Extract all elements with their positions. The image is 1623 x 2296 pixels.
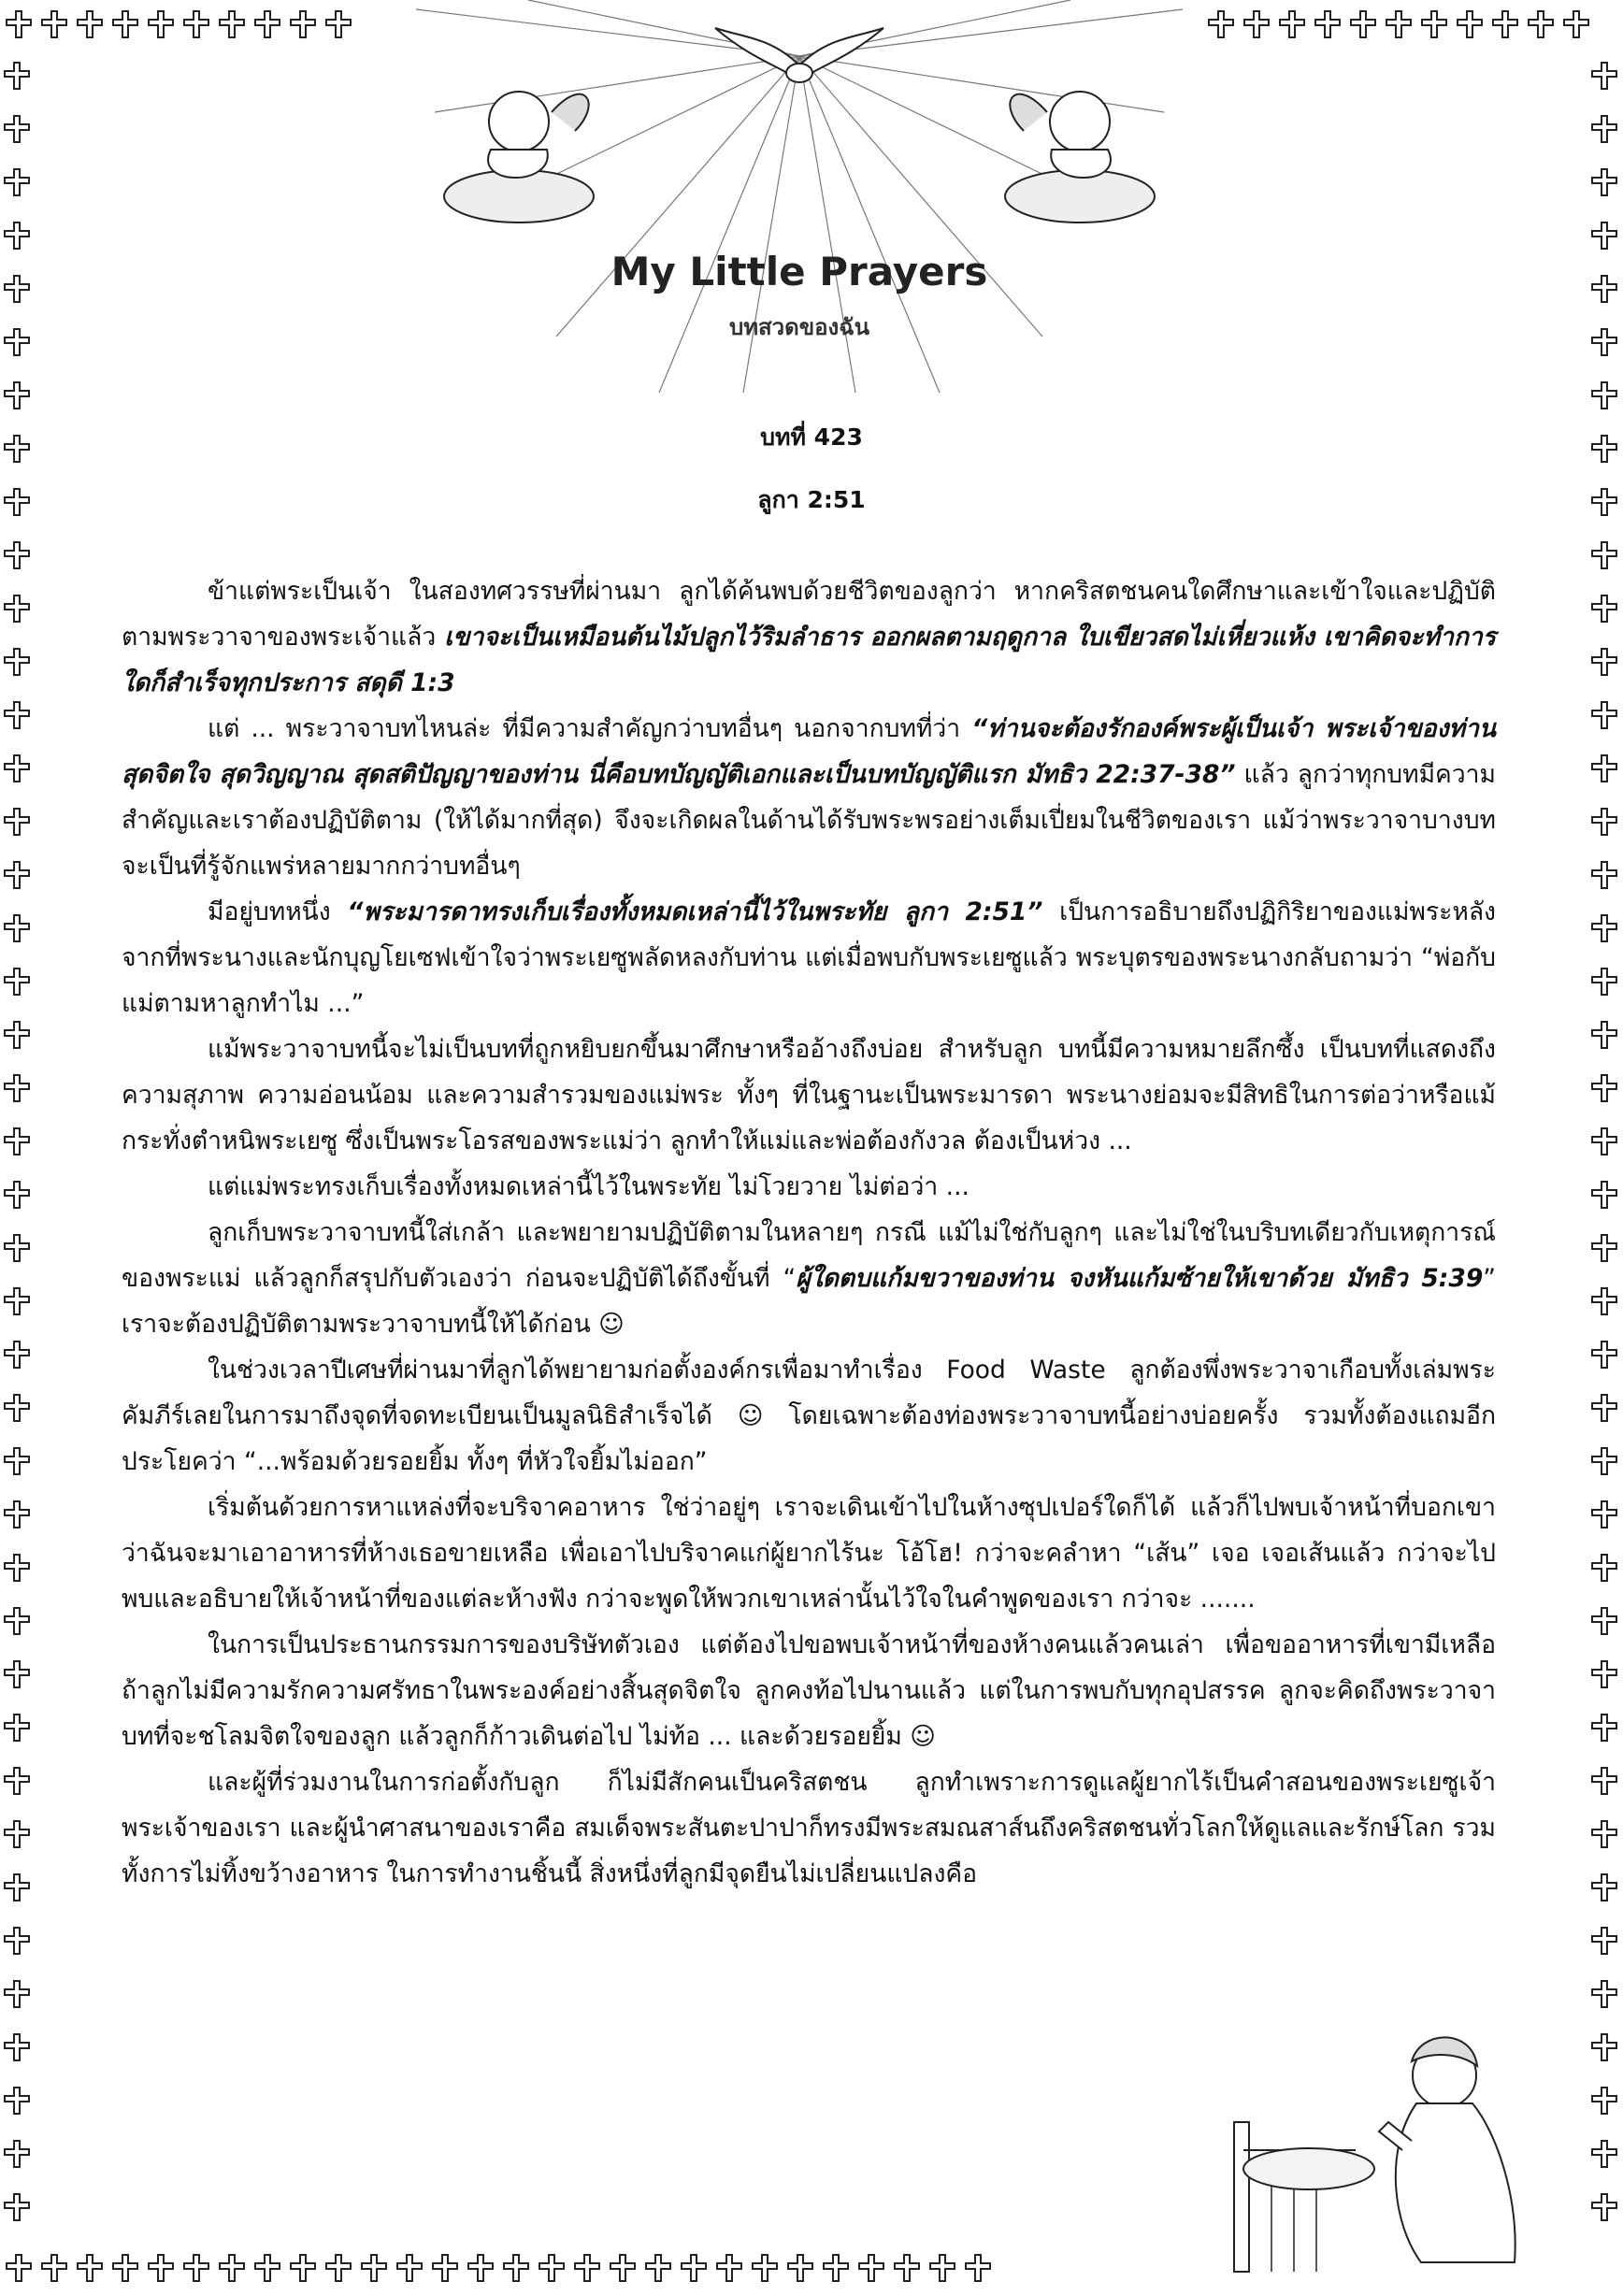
- cross-icon: [181, 9, 211, 39]
- cross-icon: [1589, 221, 1619, 251]
- cross-icon: [2, 167, 32, 197]
- cross-icon: [110, 2253, 140, 2283]
- cross-icon: [2, 860, 32, 890]
- cross-icon: [1589, 61, 1619, 91]
- cross-icon: [2, 1180, 32, 1210]
- cross-icon: [1313, 9, 1343, 39]
- paragraph: ในการเป็นประธานกรรมการของบริษัทตัวเอง แต่ต้องไปขอพบเจ้าหน้าที่ของห้างคนแล้วคนเล่า เพื่อขออาหารที่เขามีเหลือ ถ้าลูกไม่มีความรักความศรัทธาในพระองค์อย่างสิ้นสุดจิตใจ ลูกคงท้อไปนานแล้ว แต่ในการพบกับทุกอุปสรรค ลูกจะคิดถึงพระวาจาบทที่จะชโลมจิตใจของลูก แล้วลูกก็ก้าวเดินต่อไป ไม่ท้อ ... และด้วยรอยยิ้ม ☺: [122, 1630, 1496, 1751]
- cross-icon: [2, 2086, 32, 2116]
- paragraph: แต่ ... พระวาจาบทไหนล่ะ ที่มีความสำคัญกว่าบทอื่นๆ นอกจากบทที่ว่า “ท่านจะต้องรักองค์พระผู้เป็นเจ้า พระเจ้าของท่านสุดจิตใจ สุดวิญญาณ สุดสติปัญญาของท่าน นี่คือบทบัญญัติเอกและเป็นบทบัญญัติแรก มัทธิว 22:37-38” แล้ว ลูกว่าทุกบทมีความสำคัญและเราต้องปฏิบัติตาม (ให้ได้มากที่สุด) จึงจะเกิดผลในด้านได้รับพระพรอย่างเต็มเปี่ยมในชีวิตของเรา แม้ว่าพระวาจาบางบทจะเป็นที่รู้จักแพร่หลายมากกว่าบทอื่นๆ: [122, 714, 1496, 881]
- prayer-body: [122, 568, 1496, 1897]
- cross-icon: [1589, 1606, 1619, 1636]
- cross-icon: [323, 9, 353, 39]
- dove-icon: [715, 28, 883, 82]
- cross-icon: [1384, 9, 1414, 39]
- paragraph: เริ่มต้นด้วยการหาแหล่งที่จะบริจาคอาหาร ใช่ว่าอยู่ๆ เราจะเดินเข้าไปในห้างซุปเปอร์ใดก็ได้ แล้วก็ไปพบเจ้าหน้าที่บอกเขาว่าฉันจะมาเอาอาหารที่ห้างเธอขายเหลือ เพื่อเอาไปบริจาคแก่ผู้ยากไร้นะ โอ้โฮ! กว่าจะคลำหา “เส้น” เจอ เจอเส้นแล้ว กว่าจะไปพบและอธิบายให้เจ้าหน้าที่ของแต่ละห้างฟัง กว่าจะพูดให้พวกเขาเหล่านั้นไว้ใจในคำพูดของเรา กว่าจะ .......: [122, 1493, 1496, 1614]
- cross-icon: [572, 2253, 602, 2283]
- cross-icon: [2, 1979, 32, 2009]
- cross-icon: [714, 2253, 744, 2283]
- cross-icon: [217, 9, 247, 39]
- cross-icon: [466, 2253, 496, 2283]
- cross-icon: [963, 2253, 993, 2283]
- cross-icon: [1589, 2139, 1619, 2169]
- cross-icon: [288, 2253, 318, 2283]
- cross-icon: [2, 327, 32, 357]
- cross-icon: [359, 2253, 389, 2283]
- cross-icon: [501, 2253, 531, 2283]
- cross-icon: [1589, 1553, 1619, 1583]
- cross-icon: [1277, 9, 1307, 39]
- cross-icon: [1589, 1286, 1619, 1316]
- cross-icon: [1589, 1926, 1619, 1956]
- pillow: [1243, 2148, 1374, 2189]
- cross-icon: [1589, 327, 1619, 357]
- cross-icon: [181, 2253, 211, 2283]
- cross-icon: [892, 2253, 922, 2283]
- cross-icon: [2, 2139, 32, 2169]
- cross-icon: [4, 9, 34, 39]
- cross-icon: [1589, 540, 1619, 570]
- cross-icon: [1455, 9, 1485, 39]
- paragraph: ลูกเก็บพระวาจาบทนี้ใส่เกล้า และพยายามปฏิบัติตามในหลายๆ กรณี แม้ไม่ใช่กับลูกๆ และไม่ใช่ในบริบทเดียวกับเหตุการณ์ของพระแม่ แล้วลูกก็สรุปกับตัวเองว่า ก่อนจะปฏิบัติได้ถึงขั้นที่ “ผู้ใดตบแก้มขวาของท่าน จงหันแก้มซ้ายให้เขาด้วย มัทธิว 5:39” เราจะต้องปฏิบัติตามพระวาจาบทนี้ให้ได้ก่อน ☺: [122, 1218, 1496, 1339]
- cross-icon: [2, 1553, 32, 1583]
- cross-icon: [1589, 1180, 1619, 1210]
- cross-icon: [1242, 9, 1271, 39]
- cross-icon: [2, 380, 32, 410]
- cross-icon: [1589, 2086, 1619, 2116]
- cross-icon: [537, 2253, 567, 2283]
- cross-icon: [2, 1393, 32, 1423]
- cross-icon: [2, 1713, 32, 1743]
- cross-icon: [1589, 1873, 1619, 1902]
- cross-icon: [2, 1073, 32, 1103]
- cross-icon: [1589, 913, 1619, 943]
- paragraph: มีอยู่บทหนึ่ง “พระมารดาทรงเก็บเรื่องทั้งหมดเหล่านี้ไว้ในพระทัย ลูกา 2:51” เป็นการอธิบายถึงปฏิกิริยาของแม่พระหลังจากที่พระนางและนักบุญโยเซฟเข้าใจว่าพระเยซูพลัดหลงกับท่าน แต่เมื่อพบกับพระเยซูแล้ว พระบุตรของพระนางกลับถามว่า “พ่อกับแม่ตามหาลูกทำไม ...”: [122, 897, 1496, 1018]
- praying-child-illustration: [1215, 2010, 1524, 2276]
- cross-icon: [146, 9, 176, 39]
- cross-icon: [2, 753, 32, 783]
- cross-icon: [1589, 114, 1619, 144]
- cross-icon: [430, 2253, 460, 2283]
- paragraph: และผู้ที่ร่วมงานในการก่อตั้งกับลูก ก็ไม่มีสักคนเป็นคริสตชน ลูกทำเพราะการดูแลผู้ยากไร้เป็นคำสอนของพระเยซูเจ้า พระเจ้าของเรา และผู้นำศาสนาของเราคือ สมเด็จพระสันตะปาปาก็ทรงมีพระสมณสาส์นถึงคริสตชนทั่วโลกให้ดูแลและรักษ์โลก รวมทั้งการไม่ทิ้งขว้างอาหาร ในการทำงานชิ้นนี้ สิ่งหนึ่งที่ลูกมีจุดยืนไม่เปลี่ยนแปลงคือ: [122, 1768, 1496, 1888]
- cross-icon: [217, 2253, 247, 2283]
- cross-icon: [679, 2253, 709, 2283]
- cross-icon: [323, 2253, 353, 2283]
- cross-icon: [1589, 860, 1619, 890]
- cross-icon: [2, 221, 32, 251]
- cross-icon: [856, 2253, 886, 2283]
- cross-icon: [39, 2253, 69, 2283]
- cross-icon: [1348, 9, 1378, 39]
- cross-icon: [608, 2253, 638, 2283]
- cross-icon: [2, 594, 32, 624]
- cross-icon: [1589, 167, 1619, 197]
- cross-icon: [2, 700, 32, 730]
- cross-icon: [1589, 647, 1619, 677]
- angel-left-icon: [444, 92, 594, 222]
- cross-icon: [1561, 9, 1591, 39]
- cross-icon: [252, 2253, 282, 2283]
- cross-icon: [2, 540, 32, 570]
- cross-icon: [2, 61, 32, 91]
- cross-icon: [2, 647, 32, 677]
- cross-icon: [1589, 1020, 1619, 1050]
- cross-icon: [1589, 594, 1619, 624]
- cross-icon: [2, 274, 32, 304]
- paragraph: แม้พระวาจาบทนี้จะไม่เป็นบทที่ถูกหยิบยกขึ้นมาศึกษาหรืออ้างถึงบ่อย สำหรับลูก บทนี้มีความหมายลึกซึ้ง เป็นบทที่แสดงถึงความสุภาพ ความอ่อนน้อม และความสำรวมของแม่พระ ทั้งๆ ที่ในฐานะเป็นพระมารดา พระนางย่อมจะมีสิทธิในการต่อว่าหรือแม้กระทั่งตำหนิพระเยซู ซึ่งเป็นพระโอรสของพระแม่ว่า ลูกทำให้แม่และพ่อต้องกังวล ต้องเป็นห่วง ...: [122, 1035, 1496, 1155]
- cross-icon: [2, 1766, 32, 1796]
- cross-icon: [1589, 1446, 1619, 1476]
- cross-icon: [75, 2253, 105, 2283]
- cross-icon: [1589, 807, 1619, 837]
- header-title: My Little Prayers: [610, 249, 988, 294]
- cross-icon: [1589, 967, 1619, 997]
- cross-icon: [2, 1126, 32, 1156]
- cross-icon: [750, 2253, 780, 2283]
- paragraph: ในช่วงเวลาปีเศษที่ผ่านมาที่ลูกได้พยายามก่อตั้งองค์กรเพื่อมาทำเรื่อง Food Waste ลูกต้องพึ่งพระวาจาเกือบทั้งเล่มพระคัมภีร์เลยในการมาถึงจุดที่จดทะเบียนเป็นมูลนิธิสำเร็จได้ ☺ โดยเฉพาะต้องท่องพระวาจาบทนี้อย่างบ่อยครั้ง รวมทั้งต้องแถมอีกประโยคว่า “...พร้อมด้วยรอยยิ้ม ทั้งๆ ที่หัวใจยิ้มไม่ออก”: [122, 1356, 1496, 1476]
- cross-icon: [4, 2253, 34, 2283]
- cross-icon: [1419, 9, 1449, 39]
- cross-icon: [1589, 1659, 1619, 1689]
- header-subtitle: บทสวดของฉัน: [728, 314, 870, 340]
- cross-icon: [1526, 9, 1556, 39]
- cross-icon: [1589, 274, 1619, 304]
- cross-icon: [1589, 1766, 1619, 1796]
- cross-icon: [2, 1233, 32, 1263]
- cross-icon: [1589, 2032, 1619, 2062]
- cross-icon: [2, 1873, 32, 1902]
- cross-icon: [1589, 700, 1619, 730]
- cross-icon: [2, 1500, 32, 1529]
- cross-icon: [39, 9, 69, 39]
- cross-icon: [146, 2253, 176, 2283]
- cross-icon: [643, 2253, 673, 2283]
- cross-icon: [2, 1286, 32, 1316]
- cross-icon: [395, 2253, 424, 2283]
- chapter-number: บทที่ 423: [760, 423, 863, 451]
- header-illustration: [416, 0, 1183, 402]
- paragraph: แต่แม่พระทรงเก็บเรื่องทั้งหมดเหล่านี้ไว้ในพระทัย ไม่โวยวาย ไม่ต่อว่า ...: [208, 1172, 969, 1201]
- cross-icon: [1589, 1073, 1619, 1103]
- cross-icon: [2, 807, 32, 837]
- cross-icon: [1206, 9, 1236, 39]
- cross-icon: [288, 9, 318, 39]
- cross-icon: [252, 9, 282, 39]
- cross-icon: [2, 1926, 32, 1956]
- cross-icon: [2, 1659, 32, 1689]
- cross-icon: [927, 2253, 957, 2283]
- cross-icon: [2, 114, 32, 144]
- cross-icon: [1589, 1340, 1619, 1370]
- cross-icon: [2, 1446, 32, 1476]
- cross-icon: [75, 9, 105, 39]
- cross-icon: [1589, 1819, 1619, 1849]
- cross-icon: [2, 1020, 32, 1050]
- cross-icon: [1589, 2192, 1619, 2222]
- cross-icon: [2, 2032, 32, 2062]
- cross-icon: [2, 2192, 32, 2222]
- cross-icon: [2, 1606, 32, 1636]
- cross-icon: [2, 1819, 32, 1849]
- cross-icon: [785, 2253, 815, 2283]
- paragraph: ข้าแต่พระเป็นเจ้า ในสองทศวรรษที่ผ่านมา ลูกได้ค้นพบด้วยชีวิตของลูกว่า หากคริสตชนคนใดศึกษาและเข้าใจและปฏิบัติตามพระวาจาของพระเจ้าแล้ว เขาจะเป็นเหมือนต้นไม้ปลูกไว้ริมลำธาร ออกผลตามฤดูกาล ใบเขียวสดไม่เหี่ยวแห้ง เขาคิดจะทำการใดก็สำเร็จทุกประการ สดุดี 1:3: [122, 577, 1497, 697]
- cross-icon: [2, 967, 32, 997]
- cross-icon: [1490, 9, 1520, 39]
- cross-icon: [821, 2253, 851, 2283]
- cross-icon: [1589, 1233, 1619, 1263]
- cross-icon: [1589, 1500, 1619, 1529]
- scripture-reference: ลูกา 2:51: [757, 486, 866, 513]
- cross-icon: [1589, 1979, 1619, 2009]
- cross-icon: [1589, 1126, 1619, 1156]
- cross-icon: [110, 9, 140, 39]
- cross-icon: [1589, 1713, 1619, 1743]
- cross-icon: [1589, 380, 1619, 410]
- bed-post: [1234, 2122, 1249, 2272]
- cross-icon: [2, 1340, 32, 1370]
- angel-right-icon: [1005, 92, 1155, 222]
- cross-icon: [1589, 753, 1619, 783]
- cross-icon: [1589, 1393, 1619, 1423]
- cross-icon: [2, 913, 32, 943]
